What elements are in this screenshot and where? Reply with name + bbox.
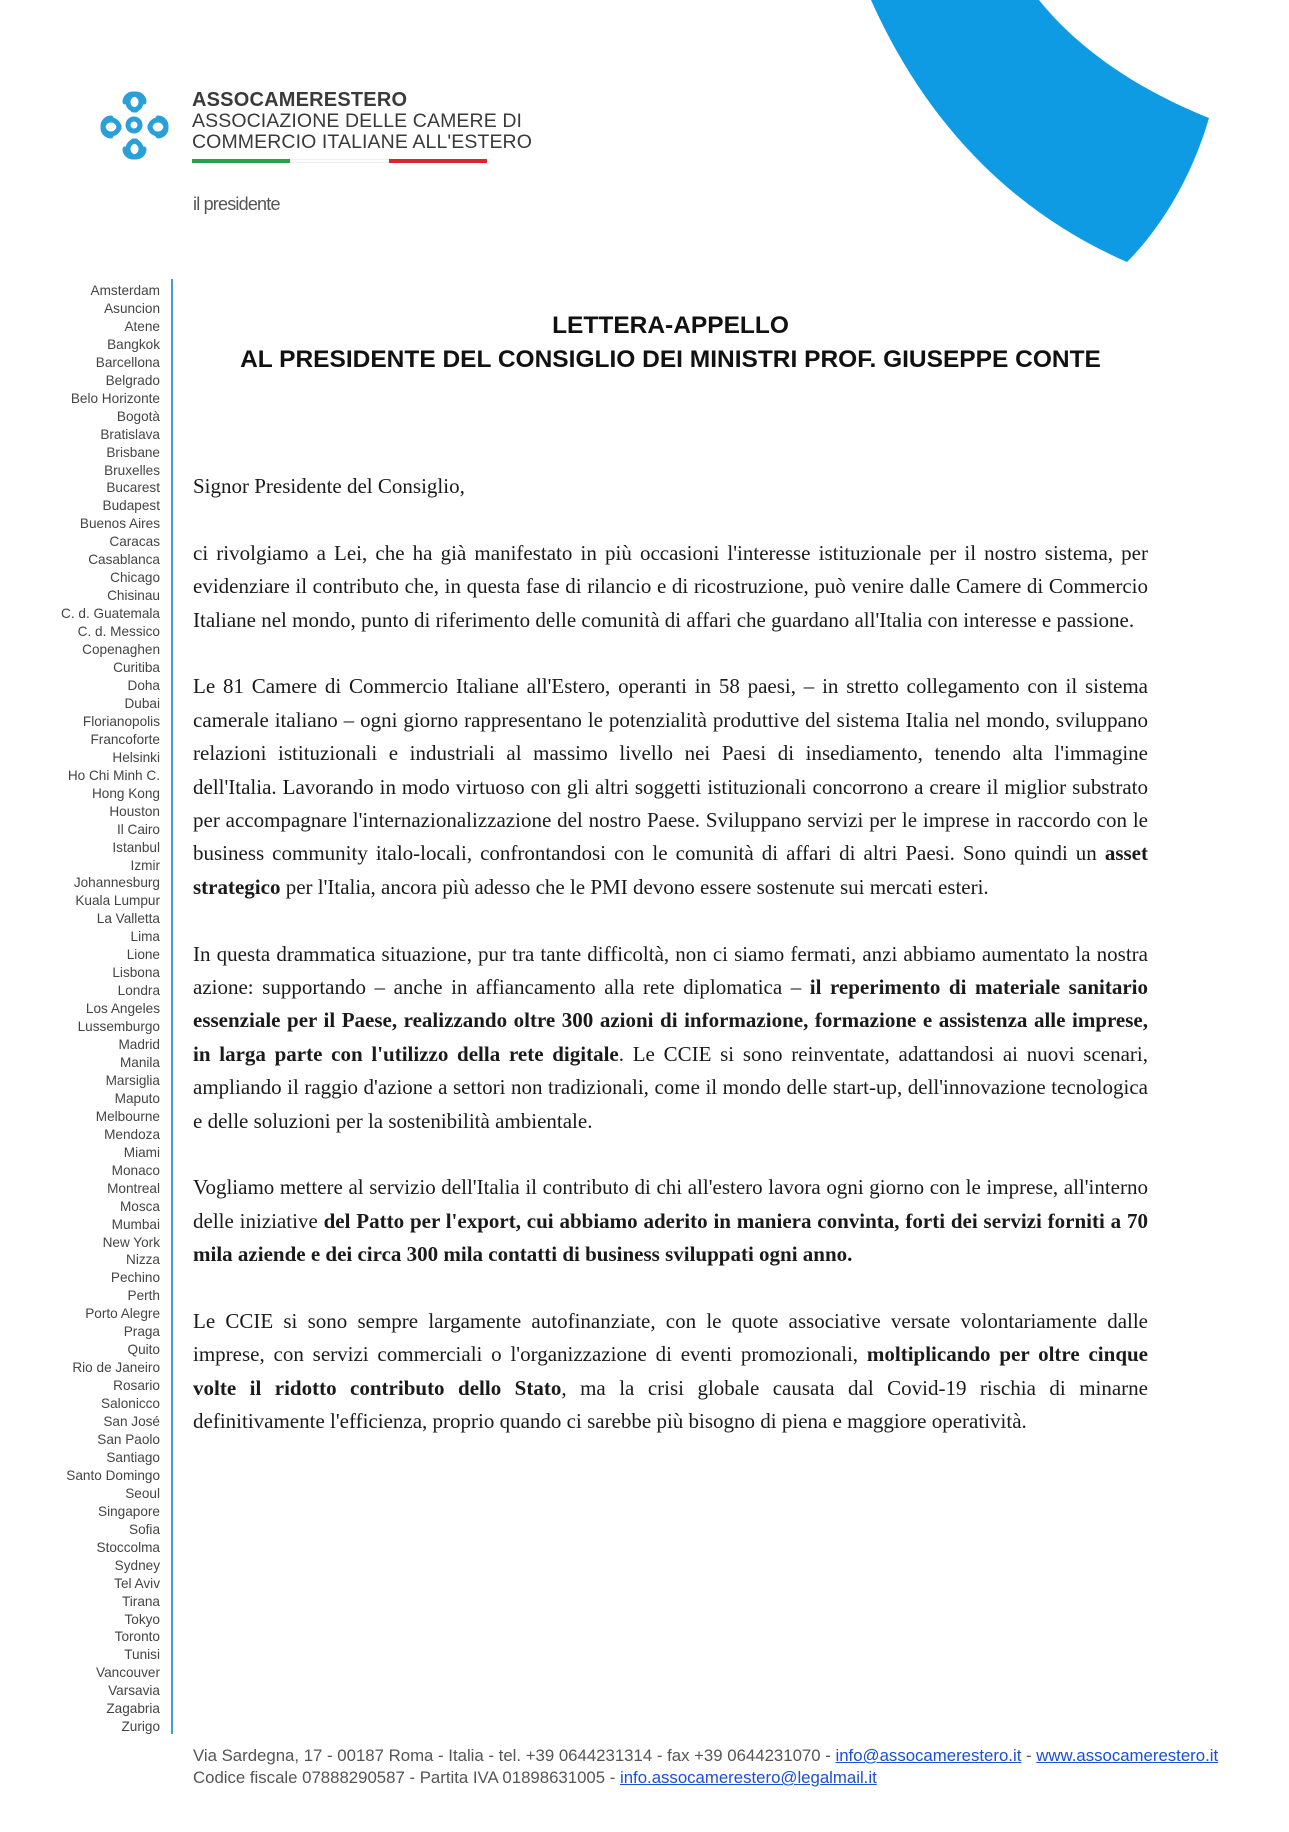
paragraph-3: In questa drammatica situazione, pur tra tante difficoltà, non ci siamo fermati, anzi abbiamo aumentato la nostra azione: supportando – anche in affiancamento alla rete diplomatica – il reperimento di materiale sanitario essenziale per il Paese, realizzando oltre 300 azioni di informazione, formazione e assistenza alle imprese, in larga parte con l'utilizzo della rete digitale. Le CCIE si sono reinventate, adattandosi ai nuovi scenari, ampliando il raggio d'azione a settori non tradizionali, come il mondo delle start-up, dell'innovazione tecnologica e delle soluzioni per la sostenibilità ambientale. [193, 941, 1148, 1133]
city-item: San José [103, 1414, 160, 1430]
city-item: Porto Alegre [85, 1306, 160, 1322]
paragraph-2: Le 81 Camere di Commercio Italiane all'Estero, operanti in 58 paesi, – in stretto collegamento con il sistema camerale italiano – ogni giorno rappresentano le potenzialità produttive del sistema Italia nel mondo, sviluppano relazioni istituzionali e industriali al massimo livello nei Paesi di insediamento, tenendo alta l'immagine dell'Italia. Lavorando in modo virtuoso con gli altri soggetti istituzionali concorrono a creare il miglior substrato per accompagnare l'internazionalizzazione del nostro Paese. Sviluppano servizi per le imprese in raccordo con le business community italo-locali, confrontandosi con le comunità di affari di altri Paesi. Sono quindi un asset strategico per l'Italia, ancora più adesso che le PMI devono essere sostenute sui mercati esteri. [193, 674, 1148, 899]
city-item: Hong Kong [91, 785, 160, 801]
footer-line-1: Via Sardegna, 17 - 00187 Roma - Italia - tel. +39 0644231314 - fax +39 0644231070 - info@assocamerestero.it - www.assocamerestero.it [193, 1746, 1219, 1765]
city-item: Mumbai [111, 1216, 160, 1232]
city-item: Lussemburgo [77, 1019, 160, 1035]
city-item: Quito [127, 1342, 160, 1358]
chamber-cities-list [20, 282, 160, 1736]
city-item: Bratislava [100, 426, 160, 442]
paragraph-4: Vogliamo mettere al servizio dell'Italia il contributo di chi all'estero lavora ogni giorno con le imprese, all'interno delle iniziative del Patto per l'export, cui abbiamo aderito in maniera convinta, forti dei servizi forniti a 70 mila aziende e dei circa 300 mila contatti di business sviluppati ogni anno. [193, 1175, 1148, 1267]
city-item: Vancouver [96, 1665, 160, 1681]
decorative-blue-swoosh [809, 0, 1289, 280]
city-item: Helsinki [112, 749, 160, 765]
city-item: San Paolo [97, 1432, 160, 1447]
city-item: Chicago [110, 570, 160, 586]
city-item: Lima [130, 929, 160, 945]
city-item: Monaco [111, 1162, 160, 1178]
city-item: Montreal [107, 1180, 160, 1196]
org-full-name-line2: COMMERCIO ITALIANE ALL'ESTERO [192, 131, 532, 153]
city-item: Casablanca [88, 552, 160, 568]
city-item: Il Cairo [116, 821, 160, 837]
city-item: Doha [127, 677, 160, 693]
salutation: Signor Presidente del Consiglio, [193, 474, 465, 498]
city-item: Caracas [109, 534, 160, 550]
city-item: Zagabria [106, 1701, 160, 1717]
city-item: Johannesburg [73, 875, 160, 891]
city-item: Istanbul [112, 839, 160, 855]
city-item: Lione [126, 947, 160, 963]
italian-flag-stripe [192, 159, 487, 163]
city-item: Brisbane [106, 444, 160, 460]
city-item: New York [102, 1234, 160, 1250]
city-item: Chisinau [107, 588, 160, 604]
city-item: La Valletta [96, 911, 160, 927]
letter-body [193, 470, 1148, 1472]
city-item: Miami [123, 1144, 160, 1160]
city-item: Marsiglia [105, 1072, 160, 1088]
city-item: Izmir [130, 857, 160, 873]
city-item: Madrid [118, 1037, 160, 1053]
email-link[interactable]: info@assocamerestero.it [835, 1746, 1022, 1765]
website-link[interactable]: www.assocamerestero.it [1036, 1746, 1219, 1765]
city-item: Mosca [119, 1198, 160, 1214]
letterhead-footer [193, 1745, 1218, 1789]
city-item: Los Angeles [85, 1001, 160, 1017]
paragraph-5: Le CCIE si sono sempre largamente autofinanziate, con le quote associative versate volontariamente dalle imprese, con servizi commerciali o l'organizzazione di eventi promozionali, moltiplicando per oltre cinque volte il ridotto contributo dello Stato, ma la crisi globale causata dal Covid-19 rischia di minarne definitivamente l'efficienza, proprio quando ci sarebbe più bisogno di piena e maggiore operatività. [193, 1309, 1149, 1434]
city-item: Varsavia [108, 1683, 160, 1699]
city-item: Sofia [129, 1521, 160, 1537]
city-item: Barcellona [95, 354, 160, 370]
city-item: Bogotà [116, 408, 160, 424]
city-item: Belgrado [105, 372, 160, 388]
city-item: Buenos Aires [79, 516, 160, 532]
title-line-2: AL PRESIDENTE DEL CONSIGLIO DEI MINISTRI PROF. GIUSEPPE CONTE [240, 346, 1101, 373]
assocamerestero-logo-icon [97, 88, 172, 163]
footer-line-2: Codice fiscale 07888290587 - Partita IVA 01898631005 - info.assocamerestero@legalmail.it [193, 1768, 877, 1787]
pec-email-link[interactable]: info.assocamerestero@legalmail.it [619, 1768, 877, 1787]
city-item: Houston [109, 803, 160, 819]
city-item: Bruxelles [104, 462, 160, 478]
city-item: Asuncion [104, 300, 160, 316]
city-item: Zurigo [121, 1719, 160, 1735]
city-item: Mendoza [104, 1126, 160, 1142]
city-item: Bangkok [107, 336, 160, 352]
title-line-1: LETTERA-APPELLO [552, 312, 789, 339]
city-item: Tirana [121, 1593, 160, 1609]
city-item: Kuala Lumpur [75, 893, 160, 909]
paragraph-1: ci rivolgiamo a Lei, che ha già manifestato in più occasioni l'interesse istituzionale per il nostro sistema, per evidenziare il contributo che, in questa fase di rilancio e di ricostruzione, può venire dalle Camere di Commercio Italiane nel mondo, punto di riferimento delle comunità di affari che guardano all'Italia con interesse e passione. [193, 540, 1148, 632]
city-item: Belo Horizonte [70, 390, 160, 406]
city-item: Tokyo [124, 1611, 160, 1627]
city-item: Salonicco [101, 1396, 160, 1412]
city-item: Sydney [114, 1557, 160, 1573]
city-item: Copenaghen [82, 642, 160, 658]
city-item: Bucarest [106, 480, 160, 496]
city-item: Florianopolis [82, 713, 160, 729]
city-item: Manila [119, 1054, 160, 1070]
city-item: Singapore [98, 1503, 160, 1519]
sidebar-divider [171, 279, 173, 1734]
org-short-name: ASSOCAMERESTERO [192, 89, 408, 111]
city-item: Melbourne [95, 1108, 160, 1124]
letter-title [193, 309, 1148, 377]
city-item: Lisbona [112, 965, 160, 981]
sender-role: il presidente [193, 194, 280, 214]
bold-patto-export: del Patto per l'export, cui abbiamo aderito in maniera convinta, forti dei servizi forniti a 70 mila aziende e dei circa 300 mila contatti di business sviluppati ogni anno. [193, 1208, 1148, 1267]
city-item: Seoul [125, 1485, 160, 1501]
city-item: Toronto [114, 1629, 160, 1645]
city-item: Nizza [126, 1252, 160, 1268]
city-item: Maputo [114, 1090, 160, 1106]
city-item: C. d. Guatemala [61, 606, 160, 622]
city-item: Curitiba [113, 660, 160, 676]
city-item: Santiago [106, 1449, 160, 1465]
city-item: Tunisi [124, 1647, 160, 1663]
city-item: C. d. Messico [77, 624, 160, 640]
city-item: Tel Aviv [114, 1575, 160, 1591]
city-item: Santo Domingo [66, 1467, 160, 1483]
org-full-name-line1: ASSOCIAZIONE DELLE CAMERE DI [192, 110, 523, 132]
city-item: Rio de Janeiro [72, 1360, 160, 1376]
organization-name-block [192, 89, 532, 153]
city-item: Amsterdam [90, 283, 160, 298]
city-item: Dubai [124, 695, 160, 711]
city-item: Londra [117, 983, 160, 999]
city-item: Stoccolma [96, 1539, 160, 1555]
city-item: Rosario [113, 1378, 160, 1394]
city-item: Pechino [110, 1270, 160, 1286]
city-item: Budapest [102, 498, 160, 514]
bold-moltiplicando: moltiplicando per oltre cinque volte il ridotto contributo dello Stato [193, 1342, 1149, 1400]
city-item: Praga [123, 1324, 160, 1340]
bold-reperimento: il reperimento di materiale sanitario essenziale per il Paese, realizzando oltre 300 azioni di informazione, formazione e assistenza alle imprese, in larga parte con l'utilizzo della rete digitale [193, 975, 1148, 1066]
city-item: Ho Chi Minh C. [67, 767, 160, 783]
city-item: Francoforte [90, 731, 160, 747]
city-item: Perth [127, 1288, 160, 1304]
city-item: Atene [124, 318, 160, 334]
bold-asset-strategico: asset strategico [193, 841, 1148, 899]
